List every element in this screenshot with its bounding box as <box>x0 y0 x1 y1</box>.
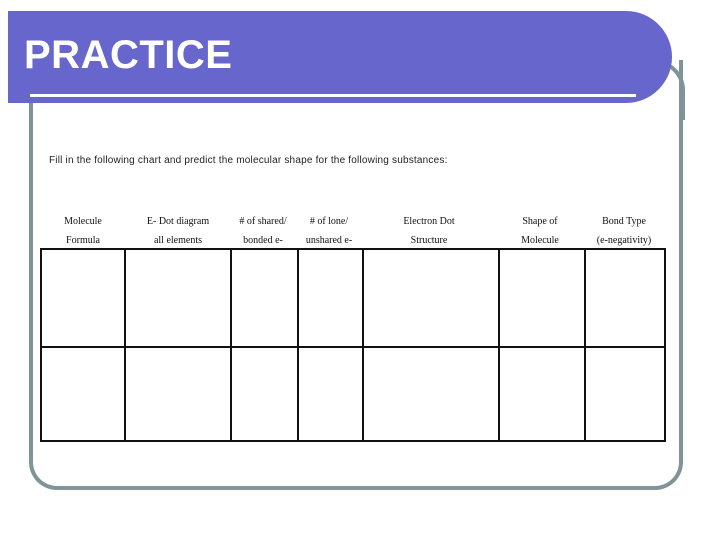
banner-underline <box>30 94 636 97</box>
instructions-text: Fill in the following chart and predict the molecular shape for the following substances: <box>49 155 448 166</box>
col-header-3-top: # of shared/ <box>239 216 287 227</box>
col-header-6-bottom: Molecule <box>521 235 559 246</box>
col-header-5-bottom: Structure <box>410 235 448 246</box>
col-header-7-bottom: (e-negativity) <box>596 235 652 246</box>
col-header-4-top: # of lone/ <box>309 216 349 227</box>
col-header-3-bottom: bonded e- <box>243 235 283 246</box>
col-header-1-top: Molecule <box>64 216 102 227</box>
col-header-2-bottom: all elements <box>153 235 203 246</box>
column-divider <box>297 250 299 440</box>
column-divider <box>498 250 500 440</box>
answer-table <box>40 248 666 442</box>
column-divider <box>124 250 126 440</box>
slide-title: PRACTICE <box>24 33 233 77</box>
column-divider <box>362 250 364 440</box>
row-divider <box>42 346 664 348</box>
column-divider <box>584 250 586 440</box>
column-divider <box>230 250 232 440</box>
col-header-6-top: Shape of <box>522 216 558 227</box>
col-header-1-bottom: Formula <box>66 235 100 246</box>
col-header-5-top: Electron Dot <box>403 216 455 227</box>
col-header-4-bottom: unshared e- <box>305 235 353 246</box>
col-header-2-top: E- Dot diagram <box>146 216 210 227</box>
col-header-7-top: Bond Type <box>602 216 646 227</box>
